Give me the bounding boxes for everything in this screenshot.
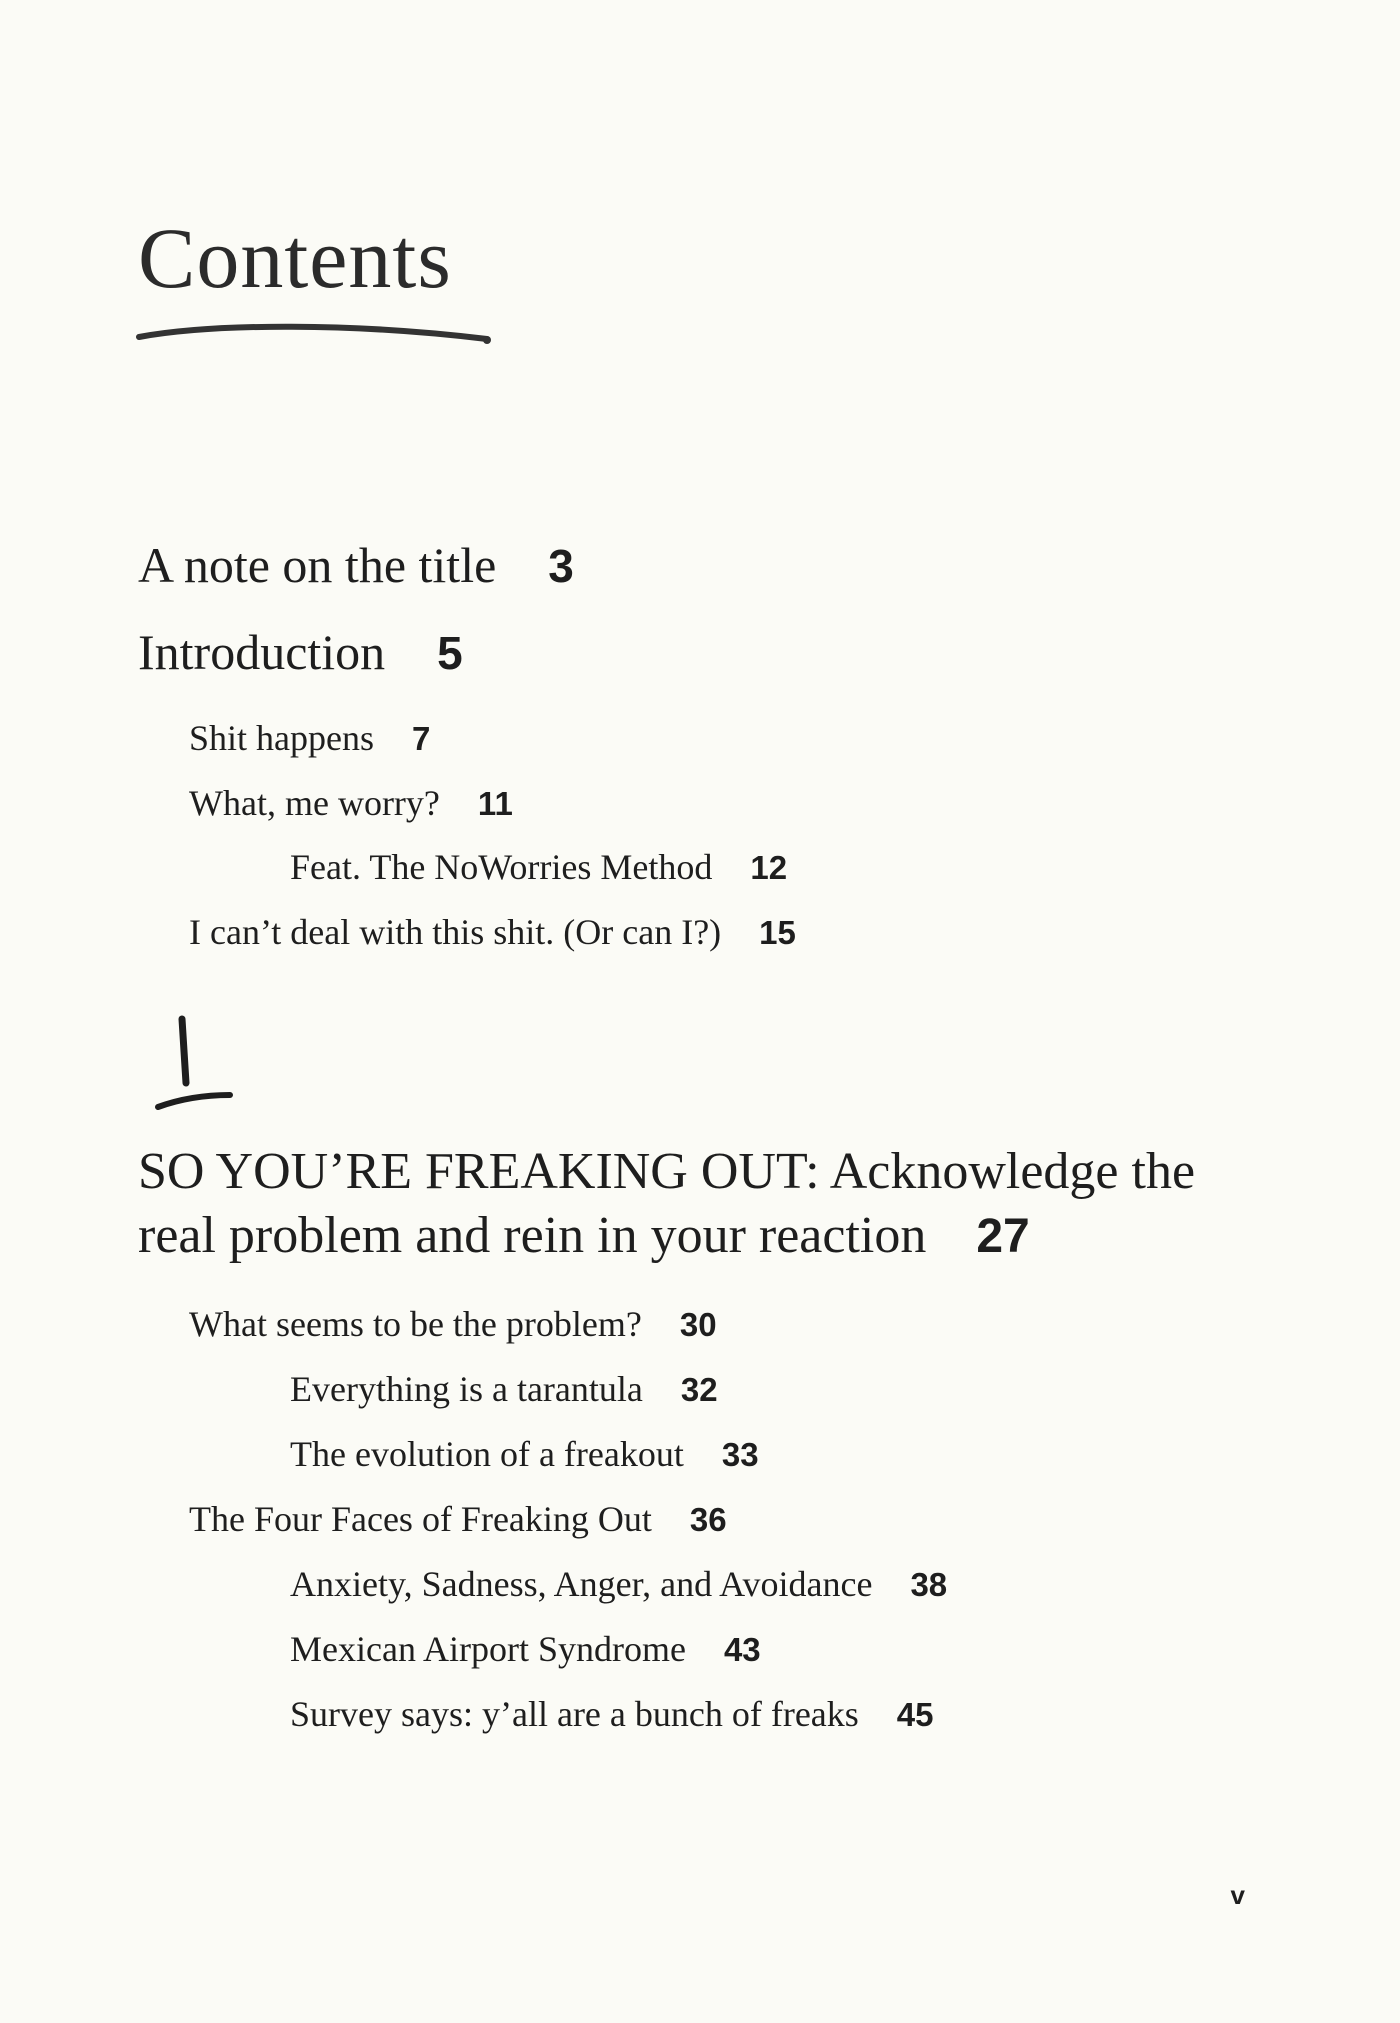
- toc-entry-page: 45: [896, 1696, 934, 1733]
- toc-entry[interactable]: [290, 846, 787, 888]
- part-page: 27: [976, 1210, 1030, 1263]
- toc-entry-page: 36: [689, 1501, 727, 1538]
- toc-entry[interactable]: [138, 536, 574, 594]
- toc-entry-title: Shit happens: [189, 718, 374, 758]
- toc-entry-title: Anxiety, Sadness, Anger, and Avoidance: [290, 1564, 873, 1604]
- toc-entry[interactable]: [290, 1433, 759, 1475]
- toc-entry[interactable]: [189, 717, 430, 759]
- toc-entry-page: 11: [477, 785, 513, 822]
- toc-entry-page: 32: [680, 1371, 718, 1408]
- toc-entry[interactable]: [189, 1303, 717, 1345]
- toc-entry-title: A note on the title: [138, 537, 497, 593]
- toc-entry-title: Feat. The NoWorries Method: [290, 847, 713, 887]
- toc-entry[interactable]: [189, 911, 796, 953]
- toc-entry[interactable]: [189, 782, 513, 824]
- toc-entry-page: 3: [548, 540, 574, 592]
- toc-entry-page: 15: [759, 914, 796, 951]
- toc-entry[interactable]: [290, 1693, 934, 1735]
- page-title: Contents: [138, 210, 452, 306]
- part-title-entry[interactable]: [138, 1140, 1278, 1269]
- toc-entry-page: 12: [750, 849, 788, 886]
- toc-entry-title: Mexican Airport Syndrome: [290, 1629, 686, 1669]
- toc-entry[interactable]: [290, 1368, 718, 1410]
- toc-entry[interactable]: [138, 623, 463, 681]
- toc-entry-page: 7: [412, 720, 431, 757]
- toc-entry-title: Everything is a tarantula: [290, 1369, 643, 1409]
- toc-entry[interactable]: [290, 1628, 761, 1670]
- toc-entry-page: 43: [723, 1631, 761, 1668]
- page-folio: v: [1230, 1880, 1245, 1910]
- toc-entry-title: Survey says: y’all are a bunch of freaks: [290, 1694, 859, 1734]
- toc-entry[interactable]: [189, 1498, 727, 1540]
- toc-entry-title: Introduction: [138, 624, 386, 680]
- title-underline-swash: [135, 315, 505, 355]
- toc-entry-page: 30: [679, 1306, 717, 1343]
- toc-entry-title: The evolution of a freakout: [290, 1434, 684, 1474]
- toc-entry-title: What, me worry?: [189, 783, 440, 823]
- toc-entry-page: 5: [437, 627, 463, 679]
- toc-entry-page: 38: [910, 1566, 948, 1603]
- toc-entry-title: The Four Faces of Freaking Out: [189, 1499, 652, 1539]
- part-one-numeral: [150, 1015, 240, 1115]
- part-title-text: SO YOU’RE FREAKING OUT: Acknowledge the real problem and rein in your reaction: [138, 1143, 1196, 1264]
- toc-entry-title: I can’t deal with this shit. (Or can I?): [189, 912, 722, 952]
- toc-entry-title: What seems to be the problem?: [189, 1304, 642, 1344]
- toc-entry-page: 33: [721, 1436, 759, 1473]
- toc-entry[interactable]: [290, 1563, 947, 1605]
